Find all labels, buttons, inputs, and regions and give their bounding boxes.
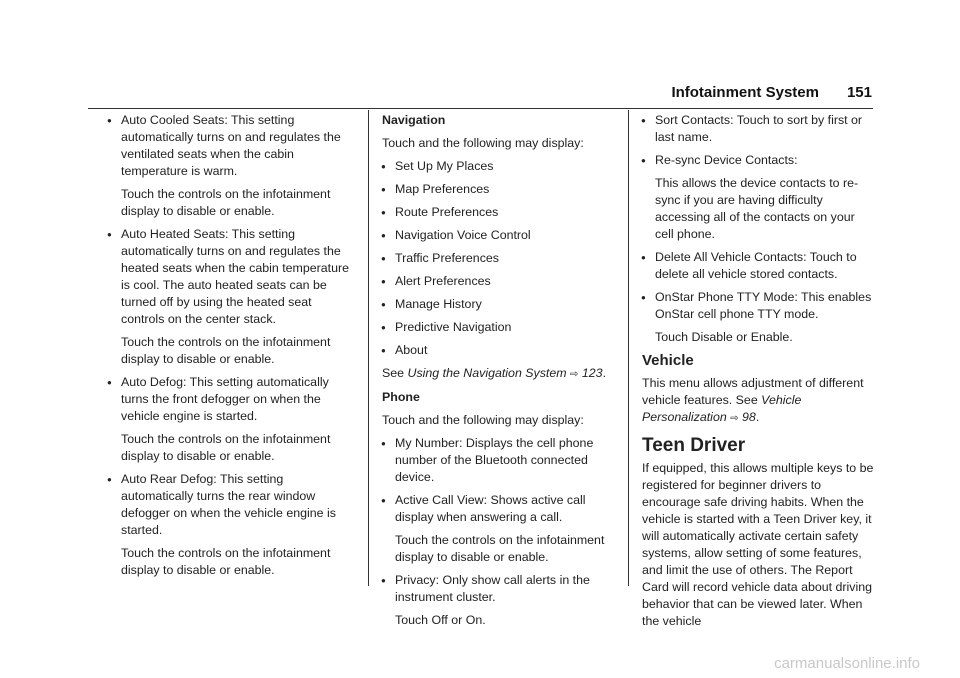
list-item-detail: Touch the controls on the infotainment display to disable or enable. bbox=[121, 335, 331, 366]
list-item: ● Re-sync Device Contacts: bbox=[642, 152, 874, 169]
list-item: ● Auto Defog: This setting automatically turns the front defogger on when the vehicle engine is started. bbox=[108, 374, 358, 425]
list-item: ● Predictive Navigation bbox=[382, 319, 612, 336]
column-divider-1 bbox=[368, 110, 369, 586]
list-item: ● Map Preferences bbox=[382, 181, 612, 198]
section-title: Infotainment System bbox=[671, 84, 819, 101]
header-rule bbox=[88, 108, 873, 109]
vehicle-heading: Vehicle bbox=[642, 352, 694, 369]
page-header bbox=[671, 84, 872, 101]
list-item: ● Delete All Vehicle Contacts: Touch to delete all vehicle stored contacts. bbox=[642, 249, 874, 283]
page-ref-arrow-icon: ⇨ bbox=[730, 413, 739, 424]
list-item: ● Set Up My Places bbox=[382, 158, 612, 175]
teen-driver-heading: Teen Driver bbox=[642, 435, 746, 456]
list-item: ● Traffic Preferences bbox=[382, 250, 612, 267]
list-item: ● Manage History bbox=[382, 296, 612, 313]
page-ref[interactable]: 98 bbox=[742, 410, 756, 424]
vehicle-text: This menu allows adjustment of different vehicle features. See Vehicle Personalization ⇨ 98. bbox=[642, 376, 864, 424]
list-item: ● My Number: Displays the cell phone number of the Bluetooth connected device. bbox=[382, 435, 612, 486]
column-2 bbox=[382, 112, 612, 635]
list-item: ● Privacy: Only show call alerts in the instrument cluster. bbox=[382, 572, 612, 606]
list-item: ● Sort Contacts: Touch to sort by first or last name. bbox=[642, 112, 874, 146]
list-item-detail: Touch the controls on the infotainment display to disable or enable. bbox=[121, 432, 331, 463]
navigation-intro: Touch and the following may display: bbox=[382, 136, 584, 150]
list-item-detail: Touch the controls on the infotainment display to disable or enable. bbox=[395, 533, 605, 564]
watermark: carmanualsonline.info bbox=[774, 655, 920, 672]
list-item: ● OnStar Phone TTY Mode: This enables OnStar cell phone TTY mode. bbox=[642, 289, 874, 323]
vehicle-personalization-link[interactable]: Vehicle Personalization bbox=[642, 393, 802, 424]
list-item-detail: Touch Disable or Enable. bbox=[655, 330, 793, 344]
teen-driver-text: If equipped, this allows multiple keys to be registered for beginner drivers to encourage safe driving habits. When the vehicle is started with a Teen Driver key, it will automatically activate certain safety systems, allow setting of some features, and limit the use of others. The Report Card will record vehicle data about driving behavior that can be viewed later. When the vehicle bbox=[642, 461, 874, 628]
navigation-link[interactable]: Using the Navigation System bbox=[407, 366, 567, 380]
list-item: ● Alert Preferences bbox=[382, 273, 612, 290]
list-item-detail: Touch Off or On. bbox=[395, 613, 486, 627]
list-item-detail: Touch the controls on the infotainment display to disable or enable. bbox=[121, 187, 331, 218]
list-item-detail: Touch the controls on the infotainment display to disable or enable. bbox=[121, 546, 331, 577]
page-ref[interactable]: 123 bbox=[581, 366, 603, 380]
column-divider-2 bbox=[628, 110, 629, 586]
list-item: ● About bbox=[382, 342, 612, 359]
phone-intro: Touch and the following may display: bbox=[382, 413, 584, 427]
see-reference: See Using the Navigation System ⇨ 123. bbox=[382, 366, 607, 380]
list-item: ● Route Preferences bbox=[382, 204, 612, 221]
column-1 bbox=[108, 112, 358, 585]
list-item: ● Auto Heated Seats: This setting automatically turns on and regulates the heated seats when the cabin temperature is cool. The auto heated seats can be turned off by using the heated seat controls on the center stack. bbox=[108, 226, 358, 328]
phone-heading: Phone bbox=[382, 390, 420, 404]
list-item: ● Auto Cooled Seats: This setting automatically turns on and regulates the ventilated seats when the cabin temperature is warm. bbox=[108, 112, 358, 180]
page-ref-arrow-icon: ⇨ bbox=[570, 369, 579, 380]
list-item: ● Auto Rear Defog: This setting automatically turns the rear window defogger on when the vehicle engine is started. bbox=[108, 471, 358, 539]
list-item: ● Navigation Voice Control bbox=[382, 227, 612, 244]
list-item: ● Active Call View: Shows active call display when answering a call. bbox=[382, 492, 612, 526]
list-item-detail: This allows the device contacts to re-sync if you are having difficulty accessing all of the contacts on your cell phone. bbox=[655, 176, 859, 241]
column-3 bbox=[642, 112, 874, 636]
page-number: 151 bbox=[846, 84, 872, 101]
navigation-heading: Navigation bbox=[382, 113, 446, 127]
